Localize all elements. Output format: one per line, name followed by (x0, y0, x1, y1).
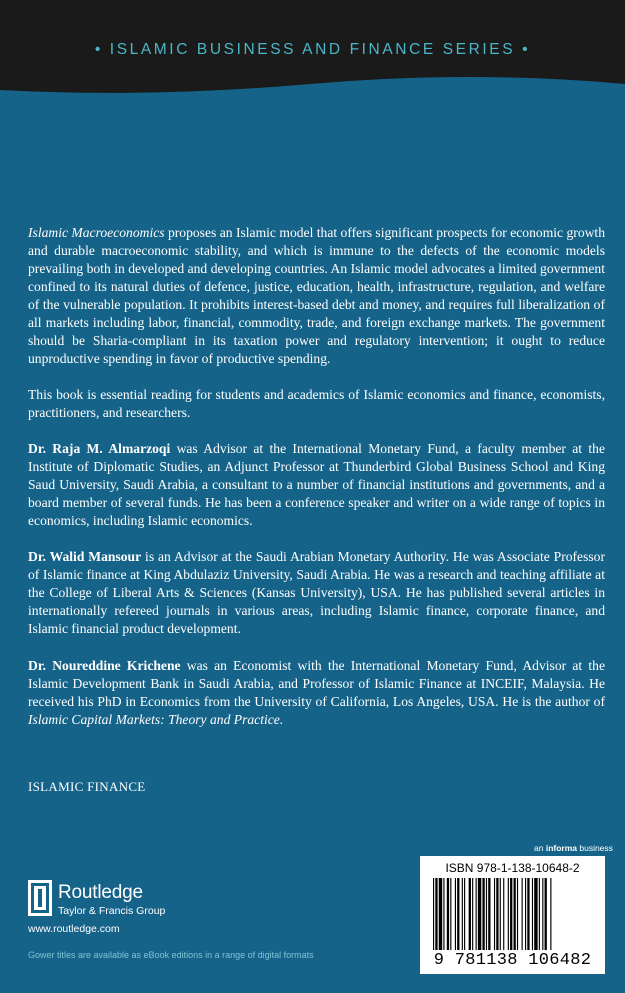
barcode-bar (433, 878, 434, 950)
author-book-title: Islamic Capital Markets: Theory and Practice. (28, 712, 284, 727)
author-name: Dr. Noureddine Krichene (28, 658, 181, 673)
barcode-bar (534, 878, 537, 950)
barcode-bar (435, 878, 437, 950)
barcode-bar (542, 878, 543, 950)
author-bio (28, 657, 605, 729)
book-title-inline: Islamic Macroeconomics (28, 225, 165, 240)
publisher-logo (28, 880, 228, 920)
author-name: Dr. Raja M. Almarzoqi (28, 441, 171, 456)
ebook-note: Gower titles are available as eBook editions in a range of digital formats (28, 950, 314, 960)
author-bio (28, 548, 605, 638)
book-description-text: proposes an Islamic model that offers significant prospects for economic growth and durable macroeconomic stability, and which is immune to the defects of the economic models prevailing both in developed and developing countries. An Islamic model advocates a limited government confined to its natural duties of defence, justice, education, health, infrastructure, regulation, and welfare of the vulnerable population. It prohibits interest-based debt and money, and requires full liberalization of all markets including labor, financial, commodity, trade, and foreign exchange markets. The government should be Sharia-compliant in its taxation power and regulatory intervention; it ought to reduce unproductive spending in favor of productive spending. (28, 225, 606, 366)
series-bullet-right: • (522, 41, 531, 58)
series-bullet-left: • (94, 41, 103, 58)
barcode-icon (433, 878, 592, 950)
author-bio-text: was an Economist with the International Monetary Fund, Advisor at the Islamic Development Bank in Saudi Arabia, and Professor of Islamic Finance at INCEIF, Malaysia. He received his PhD in Economics from the University of California, Los Angeles, USA. He is the author of (28, 658, 606, 709)
barcode-bar (455, 878, 456, 950)
isbn-label: ISBN 978-1-138-10648-2 (445, 861, 580, 875)
informa-suffix: business (577, 843, 613, 853)
barcode-bar (439, 878, 442, 950)
series-title (0, 41, 625, 59)
author-name: Dr. Walid Mansour (28, 549, 142, 564)
barcode-bar (545, 878, 547, 950)
informa-brand: informa (545, 843, 577, 853)
barcode-bar (510, 878, 512, 950)
barcode-bar (443, 878, 444, 950)
barcode-bar (488, 878, 490, 950)
publisher-website: www.routledge.com (28, 923, 120, 935)
barcode-bar (550, 878, 551, 950)
barcode-bar (500, 878, 501, 950)
barcode-bar (447, 878, 449, 950)
barcode-digits: 9 781138 106482 (433, 951, 592, 970)
informa-business-label (534, 843, 613, 853)
barcode-bar (503, 878, 504, 950)
publisher-tagline: Taylor & Francis Group (58, 905, 166, 917)
barcode-bar (514, 878, 516, 950)
barcode-bar (486, 878, 487, 950)
barcode-bar (522, 878, 523, 950)
author-bio-text: is an Advisor at the Saudi Arabian Monetary Authority. He was Associate Professor of Islamic finance at King Abdulaziz University, Saudi Arabia. He was a research and teaching affiliate at the College of Liberal Arts & Sciences (Kansas University), USA. He has published several articles in internationally refereed journals in various areas, including Islamic finance, corporate finance, and Islamic financial product development. (28, 549, 605, 636)
barcode-bar (525, 878, 526, 950)
barcode-bar (469, 878, 471, 950)
barcode-bar (450, 878, 451, 950)
book-description (28, 224, 605, 368)
barcode-bar (482, 878, 484, 950)
barcode-bar (517, 878, 518, 950)
barcode-bar (457, 878, 459, 950)
barcode-bar (478, 878, 481, 950)
subject-category: ISLAMIC FINANCE (28, 779, 146, 794)
barcode-bar (532, 878, 533, 950)
barcode-bar (508, 878, 509, 950)
audience-statement: This book is essential reading for students and academics of Islamic economics and finance, economists, practitioners, and researchers. (28, 387, 605, 420)
informa-prefix: an (534, 843, 546, 853)
isbn-barcode-box (420, 856, 605, 974)
barcode-bar (527, 878, 529, 950)
barcode-bar (539, 878, 540, 950)
publisher-name: Routledge (58, 882, 143, 903)
author-bio-text: was Advisor at the International Monetary Fund, a faculty member at the Institute of Diplomatic Studies, an Adjunct Professor at Thunderbird Global Business School and King Saud University, Saudi Arabia, a consultant to a number of financial institutions and governments, and a board member of several funds. He has been a conference speaker and writer on a wide range of topics in economics, including Islamic economics. (28, 441, 605, 528)
author-bio (28, 440, 605, 530)
routledge-emblem-icon (28, 880, 52, 916)
barcode-bar (462, 878, 463, 950)
barcode-bar (496, 878, 498, 950)
barcode-bar (472, 878, 473, 950)
barcode-bar (476, 878, 477, 950)
barcode-bar (494, 878, 495, 950)
series-title-text: ISLAMIC BUSINESS AND FINANCE SERIES (109, 41, 516, 58)
barcode-bar (464, 878, 465, 950)
